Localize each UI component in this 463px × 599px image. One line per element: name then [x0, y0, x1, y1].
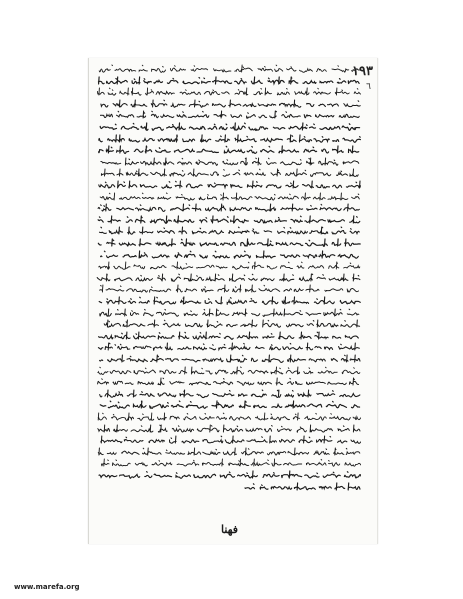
margin-mark: ٦	[366, 82, 371, 92]
manuscript-leaf	[88, 58, 378, 544]
folio-number: ۱۹۳	[352, 64, 373, 79]
handwritten-text-block	[95, 64, 361, 514]
catchword: فهنا	[221, 523, 238, 536]
source-url: www.marefa.org	[14, 583, 80, 591]
manuscript-line	[95, 482, 361, 495]
